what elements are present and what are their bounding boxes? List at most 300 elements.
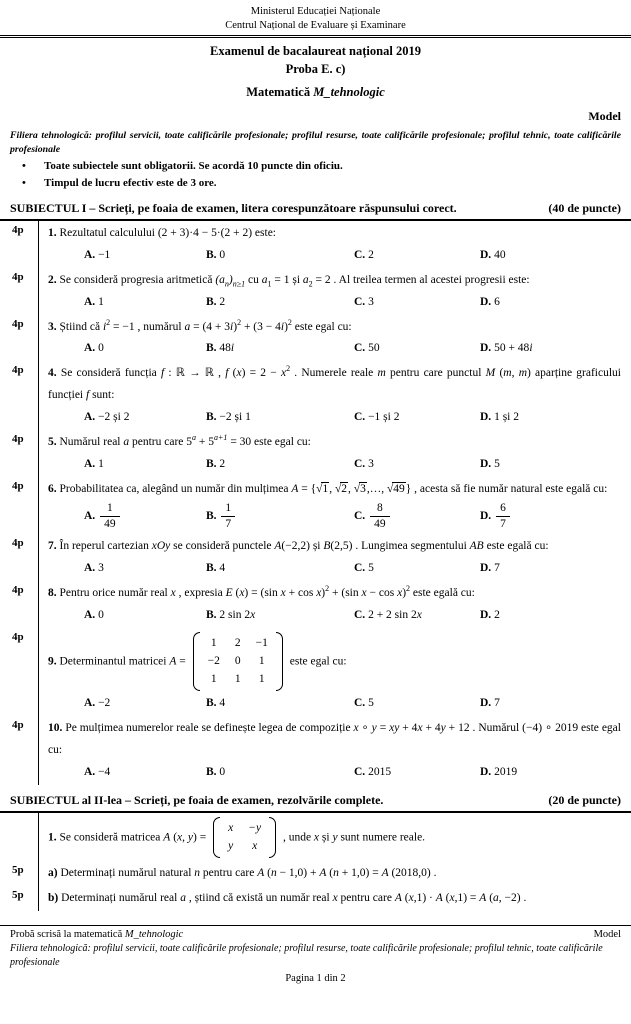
superscript: 2 xyxy=(406,584,411,594)
option: A. −2 xyxy=(84,697,111,710)
proba-label: Proba E. c) xyxy=(285,61,346,76)
question-body xyxy=(38,477,631,535)
question-row xyxy=(0,268,631,315)
option-label: A. xyxy=(84,295,96,308)
math-var: x xyxy=(250,608,256,621)
matrix-cell: 0 xyxy=(234,654,241,667)
subject-name: Matematică xyxy=(246,85,311,100)
math-var: A xyxy=(319,867,327,880)
option-label: A. xyxy=(84,342,96,355)
option-label: A. xyxy=(84,562,96,575)
question-number: 6. xyxy=(48,482,57,495)
radicand: 2 xyxy=(341,482,348,495)
math-var: A xyxy=(381,867,389,880)
subject1-table xyxy=(0,219,631,785)
matrix-cell: y xyxy=(228,840,234,852)
math-var: A xyxy=(169,655,177,668)
numerator: 1 xyxy=(106,502,113,515)
right-paren xyxy=(276,632,283,692)
math-var: i xyxy=(230,342,235,355)
question-row xyxy=(0,716,631,785)
math-var: A xyxy=(479,892,487,905)
option-label: D. xyxy=(480,562,492,575)
math-var: x xyxy=(280,586,286,599)
option: A. 0 xyxy=(84,608,104,621)
option-label: B. xyxy=(206,457,217,470)
option-label: A. xyxy=(84,457,96,470)
option-label: D. xyxy=(480,765,492,778)
fraction xyxy=(100,501,120,532)
denominator: 7 xyxy=(221,516,235,532)
math-var: ) xyxy=(228,273,233,286)
option-label: D. xyxy=(480,510,492,523)
question-text: 1. Se consideră matricea A (x, y) = x −y y x , unde x și y sunt numere reale. xyxy=(48,815,621,861)
points-label: 5p xyxy=(12,864,24,877)
math-var: x xyxy=(416,608,422,621)
question-text: a) Determinați numărul natural n pentru care A (n − 1,0) + A (n + 1,0) = A (2018,0) . xyxy=(48,867,437,880)
superscript: 2 xyxy=(237,317,242,327)
question-text: 9. Determinantul matricei A = 1 2 −1 −2 0 1 1 1 1 este egal cu: xyxy=(48,630,621,694)
question-row xyxy=(0,315,631,362)
option xyxy=(480,500,621,533)
superscript: 2 xyxy=(286,364,291,374)
question-row xyxy=(0,534,631,581)
left-paren xyxy=(193,632,200,692)
math-var: A xyxy=(394,892,402,905)
options-row xyxy=(84,245,621,267)
option: B. 4 xyxy=(206,697,226,710)
exam-title-block xyxy=(10,43,621,78)
math-var: i xyxy=(280,320,285,333)
math-var: A xyxy=(163,831,171,844)
options-row xyxy=(84,500,621,533)
option: A. −4 xyxy=(84,765,111,778)
option: D. 50 + 48i xyxy=(480,342,533,355)
question-text: 1. Rezultatul calculului (2 + 3)·4 − 5·(2 + 2) este: xyxy=(48,227,276,240)
math-var: x xyxy=(280,367,287,380)
math-var: m xyxy=(518,367,527,380)
option-label: B. xyxy=(206,342,217,355)
math-var: AB xyxy=(469,540,484,553)
subject2-title: SUBIECTUL al II-lea – Scrieți, pe foaia de examen, rezolvările complete. xyxy=(10,792,384,807)
matrix-cell: 1 xyxy=(258,673,265,686)
superscript: 2 xyxy=(287,317,292,327)
radical xyxy=(335,483,348,495)
math-var: a xyxy=(493,892,499,905)
math-var: xOy xyxy=(151,540,171,553)
option-label: A. xyxy=(84,249,96,262)
option-label: B. xyxy=(206,249,217,262)
option: B. 2 xyxy=(206,457,226,470)
math-var: x xyxy=(408,892,414,905)
math-var: i xyxy=(230,320,234,333)
matrix-cell: 2 xyxy=(234,636,241,649)
points-label: 4p xyxy=(12,630,24,643)
option-label: B. xyxy=(206,562,217,575)
question-text: b) Determinați numărul real a , știind că există un număr real x pentru care A (x,1) · A (x,1) = A (a, −2) . xyxy=(48,892,527,905)
math-var: m xyxy=(503,367,512,380)
instruction-item xyxy=(10,175,621,192)
subject1-title: SUBIECTUL I – Scrieți, pe foaia de examen, litera corespunzătoare răspunsului corect. xyxy=(10,201,457,216)
question-number: 1. xyxy=(48,831,57,844)
points-label: 4p xyxy=(12,537,24,550)
instructions xyxy=(10,158,621,192)
instruction-text: Timpul de lucru efectiv este de 3 ore. xyxy=(44,177,217,190)
math-var: m xyxy=(377,367,386,380)
option-label: B. xyxy=(206,510,217,523)
option: D. 2 xyxy=(480,608,500,621)
center-line: Centrul Național de Evaluare și Examinare xyxy=(225,20,406,32)
option-label: A. xyxy=(84,608,96,621)
question-row xyxy=(0,581,631,628)
question-text: 4. Se consideră funcția f : ℝ → ℝ , f $(x) = 2 - x^2$ . Numerele reale m pentru care punctul M (m, m) aparține graficului funcției f sunt: xyxy=(48,364,621,402)
math-var: E xyxy=(225,586,233,599)
math-var: a xyxy=(184,320,191,333)
option: D. 1 și 2 xyxy=(480,411,519,423)
question-row xyxy=(0,430,631,477)
matrix-cell: 1 xyxy=(258,654,265,667)
points-label: 4p xyxy=(12,432,24,445)
math-var: f xyxy=(225,367,229,380)
superscript: 2 xyxy=(325,584,330,594)
question-text: 5. Numărul real a pentru care $5^a + 5^{a+1} = 30$ este egal cu: xyxy=(48,433,311,448)
points-label: 4p xyxy=(12,317,24,330)
footer-exam-variant: M_tehnologic xyxy=(124,928,184,940)
matrix-grid xyxy=(200,632,276,692)
question-text: 3. Știind că $i^2 = -1$ , numărul $a = (4 + 3i)^2 + (3 - 4i)^2$ este egal cu: xyxy=(48,317,352,333)
question-body xyxy=(38,534,631,581)
footer-filiera: Filiera tehnologică: profilul servicii, toate calificările profesionale; profilul resurse, toate calificările profesionale; profilul tehnic, toate calificările profesionale xyxy=(10,943,603,969)
option-label: C. xyxy=(354,411,366,423)
option: D. 6 xyxy=(480,295,500,308)
option-label: C. xyxy=(354,562,366,575)
points-label: 4p xyxy=(12,479,24,492)
option: C. 3 xyxy=(354,295,374,308)
option-label: C. xyxy=(354,765,366,778)
points-label: 4p xyxy=(12,583,24,596)
option-label: C. xyxy=(354,295,366,308)
options-row xyxy=(84,558,621,580)
question-number: 9. xyxy=(48,655,57,668)
question-number: b) xyxy=(48,892,59,905)
math-var: x xyxy=(313,831,320,844)
math-var: A xyxy=(257,867,265,880)
question-body xyxy=(38,628,631,717)
math-var: x xyxy=(361,586,367,599)
math-var: M xyxy=(485,367,496,380)
footer-rule xyxy=(0,925,631,926)
question-row xyxy=(0,861,631,886)
radical-sign: √ xyxy=(386,482,394,495)
option-label: C. xyxy=(354,249,366,262)
points-label: 4p xyxy=(12,364,24,377)
option: B. −2 și 1 xyxy=(206,411,251,423)
question-number: 8. xyxy=(48,586,57,599)
option: D. 7 xyxy=(480,562,500,575)
math-var: x xyxy=(316,586,322,599)
question-body xyxy=(38,581,631,628)
superscript: a+1 xyxy=(214,433,228,443)
subscript: n xyxy=(224,279,229,289)
question-body xyxy=(38,361,631,430)
question-number: 7. xyxy=(48,540,57,553)
question-body xyxy=(38,315,631,362)
instruction-item xyxy=(10,158,621,175)
option: B. 2 xyxy=(206,295,226,308)
option-label: B. xyxy=(206,411,217,423)
superscript: a xyxy=(192,433,197,443)
right-paren xyxy=(269,817,276,859)
option-label: D. xyxy=(480,342,492,355)
option: A. 1 xyxy=(84,295,104,308)
math-var: f xyxy=(86,389,90,402)
math-var: n xyxy=(194,867,201,880)
question-body xyxy=(38,886,631,911)
option: B. 2 sin 2x xyxy=(206,608,256,621)
subject-variant: M_tehnologic xyxy=(313,85,385,100)
matrix-cell: −2 xyxy=(207,654,220,667)
matrix-cell: 1 xyxy=(210,673,217,686)
math-var: a xyxy=(261,273,268,286)
question-row xyxy=(0,477,631,535)
question-body xyxy=(38,430,631,477)
option-label: D. xyxy=(480,249,492,262)
radical xyxy=(354,483,367,495)
footer-line1 xyxy=(10,928,621,942)
option: A. 3 xyxy=(84,562,104,575)
option: C. −1 și 2 xyxy=(354,411,400,423)
option: C. 5 xyxy=(354,562,374,575)
math-var: x xyxy=(177,831,183,844)
math-var: A xyxy=(274,540,282,553)
question-number: 2. xyxy=(48,273,57,286)
math-var: y xyxy=(332,831,338,844)
options-row xyxy=(84,762,621,784)
footer-exam-label xyxy=(10,928,183,942)
option-label: B. xyxy=(206,608,217,621)
numerator: 8 xyxy=(376,502,383,515)
math-var: x xyxy=(332,892,338,905)
option: C. 2015 xyxy=(354,765,392,778)
option: A. 0 xyxy=(84,342,104,355)
math-var: x xyxy=(239,586,245,599)
math-var: i xyxy=(529,342,533,355)
question-row xyxy=(0,221,631,268)
math-var: A xyxy=(291,482,299,495)
option: C. 50 xyxy=(354,342,380,355)
options-row xyxy=(84,454,621,476)
math-var: A xyxy=(435,892,443,905)
math-var: a xyxy=(123,435,130,448)
option: D. 5 xyxy=(480,457,500,470)
points-label xyxy=(0,813,38,862)
option-label: C. xyxy=(354,342,366,355)
radicand: 1 xyxy=(322,482,329,495)
denominator: 49 xyxy=(370,516,390,532)
option xyxy=(84,500,206,533)
option: B. 48i xyxy=(206,342,235,355)
question-text: 7. În reperul cartezian xOy se consideră punctele A(−2,2) și B(2,5) . Lungimea segmentului AB este egală cu: xyxy=(48,540,549,553)
question-body xyxy=(38,861,631,886)
math-var: x xyxy=(449,892,455,905)
math-var: n xyxy=(333,867,339,880)
numerator: 6 xyxy=(500,502,506,515)
radical-sign: √ xyxy=(353,482,361,495)
subject2-table xyxy=(0,811,631,911)
ministry-line: Ministerul Educației Naționale xyxy=(250,6,381,17)
fraction xyxy=(221,501,235,532)
option-label: C. xyxy=(354,457,366,470)
question-row xyxy=(0,628,631,717)
denominator: 7 xyxy=(496,516,510,532)
option-label: D. xyxy=(480,411,492,423)
math-var: y xyxy=(371,722,377,735)
math-var: i xyxy=(102,320,107,333)
option: C. 5 xyxy=(354,697,374,710)
option-label: C. xyxy=(354,510,366,523)
math-var: f xyxy=(160,367,165,380)
subscript: 1 xyxy=(267,279,272,289)
matrix xyxy=(193,632,283,692)
question-number: 4. xyxy=(48,367,57,380)
option-label: A. xyxy=(84,765,96,778)
subject2-points: (20 de puncte) xyxy=(548,792,621,807)
question-number: a) xyxy=(48,867,58,880)
option-label: B. xyxy=(206,697,217,710)
option-label: D. xyxy=(480,608,492,621)
radical xyxy=(387,483,406,495)
options-row xyxy=(84,605,621,627)
question-body xyxy=(38,221,631,268)
option: A. 1 xyxy=(84,457,104,470)
question-row xyxy=(0,886,631,911)
question-row xyxy=(0,361,631,430)
header-rule xyxy=(0,35,631,38)
subscript: n≥1 xyxy=(232,279,246,289)
math-var: B xyxy=(323,540,331,553)
question-body xyxy=(38,268,631,315)
matrix-cell: 1 xyxy=(210,636,217,649)
subscript: 2 xyxy=(308,279,313,289)
question-text: 8. Pentru orice număr real x , expresia E (x) = (sin x + cos x)$^2$ + (sin x − cos x)$^2$ este egală cu: xyxy=(48,584,475,599)
math-var: x xyxy=(236,367,242,380)
matrix-cell: 1 xyxy=(234,673,241,686)
options-row xyxy=(84,338,621,360)
points-label: 4p xyxy=(12,719,24,732)
option: C. 2 xyxy=(354,249,374,262)
option-label: C. xyxy=(354,697,366,710)
option: D. 2019 xyxy=(480,765,518,778)
option-label: C. xyxy=(354,608,366,621)
option-label: D. xyxy=(480,295,492,308)
matrix-cell: x xyxy=(252,840,258,852)
math-var: y xyxy=(187,831,193,844)
option: D. 40 xyxy=(480,249,506,262)
option: B. 0 xyxy=(206,765,226,778)
option-label: B. xyxy=(206,295,217,308)
options-row xyxy=(84,693,621,715)
math-var: (a xyxy=(215,273,225,286)
option: A. −1 xyxy=(84,249,111,262)
points-label: 4p xyxy=(12,270,24,283)
subject1-header xyxy=(10,201,621,216)
option: C. 3 xyxy=(354,457,374,470)
radicand: 3 xyxy=(360,482,366,495)
denominator: 49 xyxy=(100,516,120,532)
math-var: y xyxy=(440,722,446,735)
matrix-cell: x xyxy=(228,821,234,834)
option-label: B. xyxy=(206,765,217,778)
options-row xyxy=(84,407,621,429)
math-var: x xyxy=(417,722,423,735)
bullet-icon: • xyxy=(22,177,26,190)
radicand: 49 xyxy=(393,482,405,495)
left-paren xyxy=(213,817,220,859)
question-number: 3. xyxy=(48,320,57,333)
matrix-cell: −1 xyxy=(255,636,268,649)
question-text: 2. Se consideră progresia aritmetică $(a_n)_{n\ge 1}$ cu $a_1 = 1$ și $a_2 = 2$ . Al treilea termen al acestei progresii este: xyxy=(48,273,530,289)
question-number: 10. xyxy=(48,722,63,735)
math-var: n xyxy=(270,867,277,880)
option-label: A. xyxy=(84,411,96,423)
question-number: 5. xyxy=(48,435,57,448)
points-label: 5p xyxy=(12,889,24,902)
footer-model-label: Model xyxy=(593,928,621,940)
question-text: 10. Pe mulțimea numerelor reale se definește legea de compoziție x ∘ y = xy + 4x + 4y + 12 . Numărul (−4) ∘ 2019 este egal cu: xyxy=(48,722,621,757)
footer-exam-text: Probă scrisă la matematică xyxy=(10,928,123,940)
option-label: D. xyxy=(480,457,492,470)
ministry-header xyxy=(10,5,621,33)
page-number: Pagina 1 din 2 xyxy=(285,973,346,985)
option-label: A. xyxy=(84,697,96,710)
option: A. −2 și 2 xyxy=(84,411,130,423)
question-text: 6. Probabilitatea ca, alegând un număr din mulțimea A = {√1, √2, √3,…, √49} , acesta să fie număr natural este egală cu: xyxy=(48,482,608,495)
fraction xyxy=(370,501,390,532)
question-body xyxy=(38,716,631,785)
superscript: 2 xyxy=(106,317,111,327)
option: D. 7 xyxy=(480,697,500,710)
math-var: a xyxy=(180,892,186,905)
matrix-grid xyxy=(220,817,269,859)
math-var: xy xyxy=(389,722,400,735)
option xyxy=(206,500,354,533)
radical-sign: √ xyxy=(316,482,323,495)
matrix-cell: −y xyxy=(248,821,262,834)
subject2-header xyxy=(10,793,621,808)
option: C. 2 + 2 sin 2x xyxy=(354,608,422,621)
model-label: Model xyxy=(588,109,621,124)
options-row xyxy=(84,292,621,314)
instruction-text: Toate subiectele sunt obligatorii. Se acordă 10 puncte din oficiu. xyxy=(44,160,343,173)
subject-title xyxy=(10,85,621,100)
option-label: A. xyxy=(84,510,96,523)
option: B. 0 xyxy=(206,249,226,262)
option-label: D. xyxy=(480,697,492,710)
question-number: 1. xyxy=(48,227,57,240)
radical-sign: √ xyxy=(334,482,342,495)
points-label: 4p xyxy=(12,224,24,237)
math-var: x xyxy=(397,586,403,599)
matrix xyxy=(213,817,276,859)
subject1-points: (40 de puncte) xyxy=(548,201,621,216)
bullet-icon: • xyxy=(22,160,26,173)
question-body xyxy=(38,813,631,862)
math-var: x xyxy=(353,722,359,735)
option xyxy=(354,500,480,533)
filiera-note: Filiera tehnologică: profilul servicii, toate calificările profesionale; profilul resurse, toate calificările profesionale; profilul tehnic, toate calificările profesionale xyxy=(10,130,621,156)
math-var: x xyxy=(170,586,176,599)
math-var: a xyxy=(302,273,309,286)
